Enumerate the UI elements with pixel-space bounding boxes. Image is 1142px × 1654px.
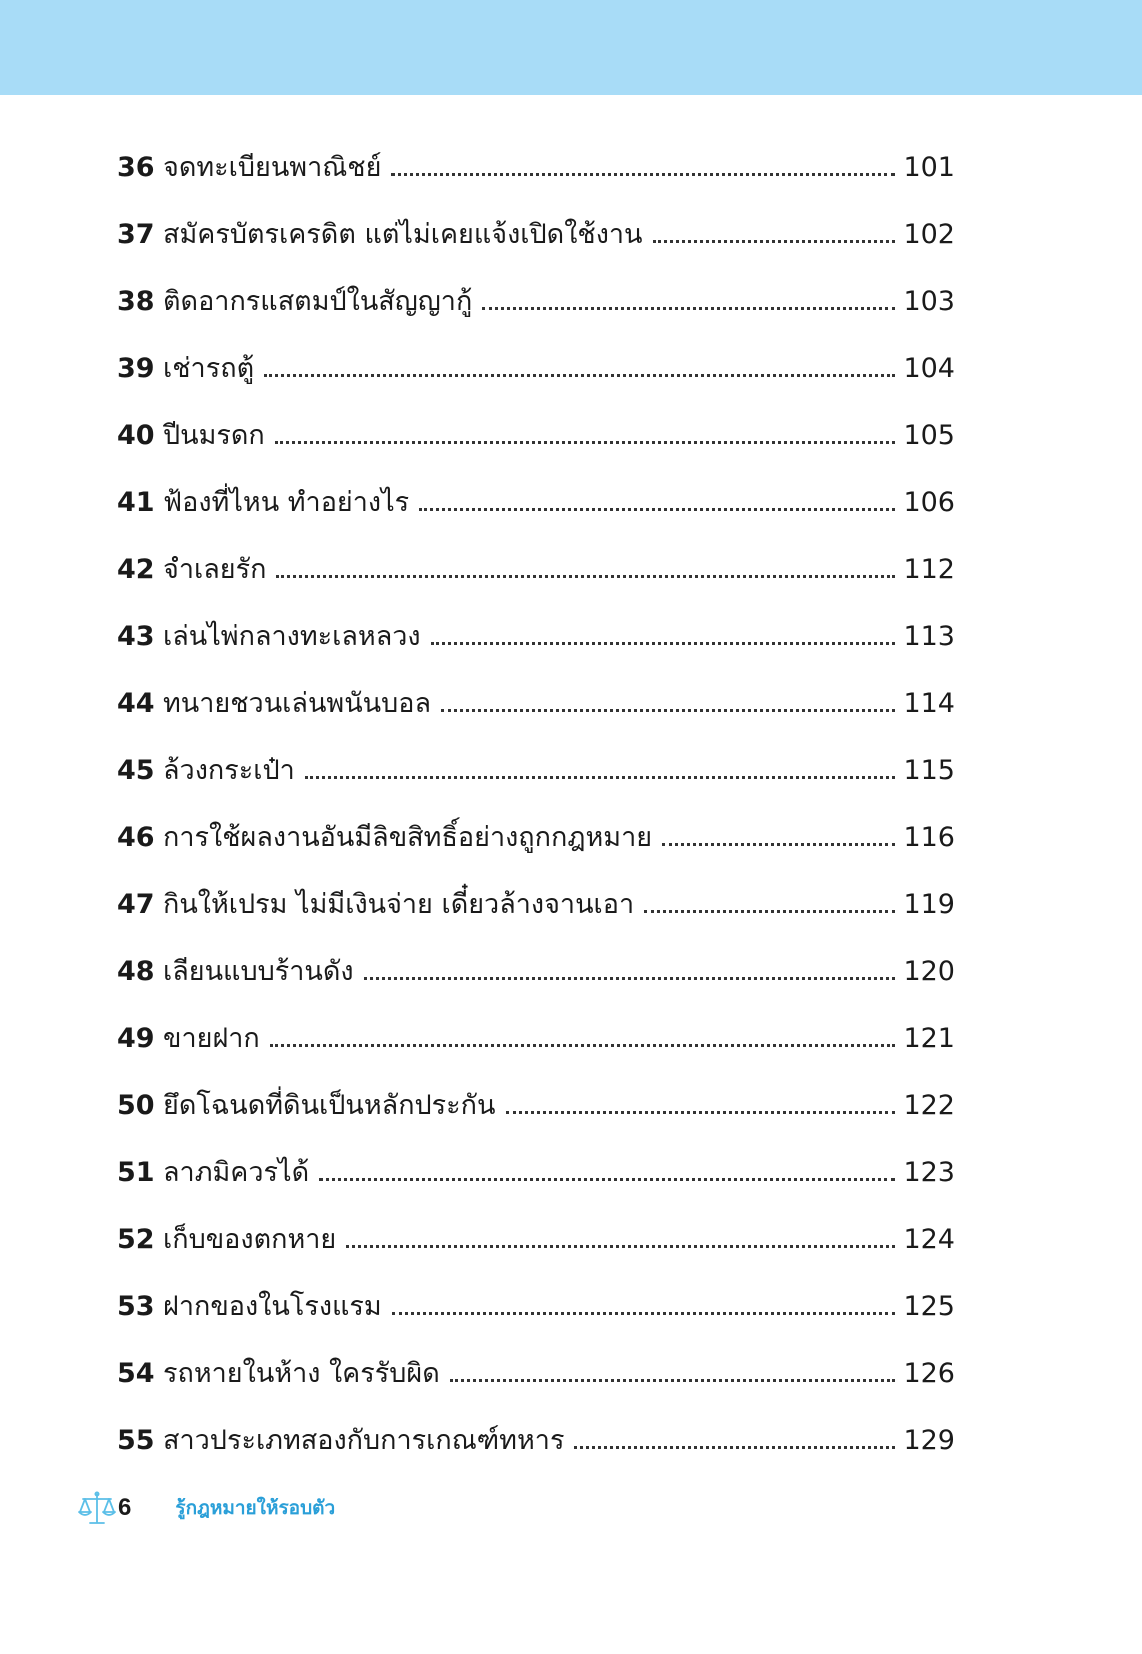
toc-entry-title: เล่นไพ่กลางทะเลหลวง — [163, 621, 421, 652]
toc-entry-page: 126 — [903, 1358, 955, 1389]
toc-dot-leader — [653, 240, 896, 243]
book-title: รู้กฎหมายให้รอบตัว — [175, 1497, 336, 1519]
toc-dot-leader — [419, 508, 895, 511]
scales-icon — [78, 1490, 116, 1526]
toc-entry[interactable] — [117, 134, 955, 201]
page-footer — [78, 1488, 335, 1528]
toc-entry-page: 113 — [903, 621, 955, 652]
toc-entry-title: เก็บของตกหาย — [163, 1224, 337, 1255]
toc-dot-leader — [482, 307, 895, 310]
toc-entry-title: ขายฝาก — [163, 1023, 260, 1054]
toc-dot-leader — [391, 173, 895, 176]
toc-dot-leader — [441, 709, 895, 712]
toc-entry-number: 39 — [117, 353, 155, 384]
toc-entry-title: ปีนมรดก — [163, 420, 265, 451]
toc-entry[interactable] — [117, 1340, 955, 1407]
toc-entry[interactable] — [117, 335, 955, 402]
toc-entry-title: เลียนแบบร้านดัง — [163, 956, 354, 987]
toc-entry[interactable] — [117, 268, 955, 335]
toc-entry-number: 49 — [117, 1023, 155, 1054]
toc-entry-title: ฝากของในโรงแรม — [163, 1291, 382, 1322]
toc-entry-page: 116 — [903, 822, 955, 853]
toc-dot-leader — [305, 776, 896, 779]
toc-dot-leader — [319, 1178, 895, 1181]
toc-entry-number: 52 — [117, 1224, 155, 1255]
toc-entry-title: จดทะเบียนพาณิชย์ — [163, 152, 382, 183]
toc-entry[interactable] — [117, 536, 955, 603]
toc-dot-leader — [364, 977, 896, 980]
toc-entry-title: จำเลยรัก — [163, 554, 267, 585]
page-number: 6 — [118, 1494, 132, 1521]
toc-entry[interactable] — [117, 938, 955, 1005]
toc-entry-title: การใช้ผลงานอันมีลิขสิทธิ์อย่างถูกกฎหมาย — [163, 822, 653, 853]
toc-entry-page: 121 — [903, 1023, 955, 1054]
toc-entry-page: 104 — [903, 353, 955, 384]
toc-entry-number: 48 — [117, 956, 155, 987]
toc-entry[interactable] — [117, 603, 955, 670]
toc-entry-title: สมัครบัตรเครดิต แต่ไม่เคยแจ้งเปิดใช้งาน — [163, 219, 643, 250]
toc-entry-title: ทนายชวนเล่นพนันบอล — [163, 688, 432, 719]
toc-dot-leader — [270, 1044, 896, 1047]
toc-entry-number: 46 — [117, 822, 155, 853]
toc-entry-title: ลาภมิควรได้ — [163, 1157, 310, 1188]
toc-entry[interactable] — [117, 871, 955, 938]
toc-entry-number: 42 — [117, 554, 155, 585]
toc-entry-number: 36 — [117, 152, 155, 183]
toc-entry-page: 119 — [903, 889, 955, 920]
toc-entry-page: 112 — [903, 554, 955, 585]
toc-entry-page: 125 — [903, 1291, 955, 1322]
toc-entry-page: 105 — [903, 420, 955, 451]
toc-entry-number: 41 — [117, 487, 155, 518]
toc-entry-title: ยึดโฉนดที่ดินเป็นหลักประกัน — [163, 1090, 496, 1121]
toc-entry-number: 51 — [117, 1157, 155, 1188]
toc-entry-page: 124 — [903, 1224, 955, 1255]
toc-dot-leader — [644, 910, 895, 913]
toc-entry[interactable] — [117, 1005, 955, 1072]
toc-entry[interactable] — [117, 1206, 955, 1273]
toc-entry[interactable] — [117, 804, 955, 871]
toc-entry-number: 45 — [117, 755, 155, 786]
toc-entry-title: ฟ้องที่ไหน ทำอย่างไร — [163, 487, 410, 518]
table-of-contents — [117, 134, 955, 1474]
toc-entry-number: 53 — [117, 1291, 155, 1322]
toc-dot-leader — [431, 642, 896, 645]
toc-entry-page: 106 — [903, 487, 955, 518]
toc-entry-page: 115 — [903, 755, 955, 786]
header-band — [0, 0, 1142, 95]
toc-dot-leader — [275, 441, 896, 444]
toc-entry[interactable] — [117, 1407, 955, 1474]
toc-entry-number: 44 — [117, 688, 155, 719]
toc-entry[interactable] — [117, 402, 955, 469]
toc-entry-title: สาวประเภทสองกับการเกณฑ์ทหาร — [163, 1425, 565, 1456]
toc-dot-leader — [662, 843, 895, 846]
toc-entry-number: 37 — [117, 219, 155, 250]
toc-entry[interactable] — [117, 201, 955, 268]
toc-entry-number: 38 — [117, 286, 155, 317]
toc-entry[interactable] — [117, 469, 955, 536]
toc-entry[interactable] — [117, 1072, 955, 1139]
toc-entry-title: ติดอากรแสตมป์ในสัญญากู้ — [163, 286, 473, 317]
toc-entry-page: 114 — [903, 688, 955, 719]
toc-entry-title: กินให้เปรม ไม่มีเงินจ่าย เดี๋ยวล้างจานเอา — [163, 889, 635, 920]
toc-dot-leader — [450, 1379, 896, 1382]
toc-dot-leader — [346, 1245, 895, 1248]
toc-entry[interactable] — [117, 1273, 955, 1340]
toc-entry-number: 47 — [117, 889, 155, 920]
toc-entry-title: รถหายในห้าง ใครรับผิด — [163, 1358, 440, 1389]
toc-entry-page: 123 — [903, 1157, 955, 1188]
toc-entry-title: เช่ารถตู้ — [163, 353, 255, 384]
toc-dot-leader — [276, 575, 895, 578]
toc-dot-leader — [574, 1446, 895, 1449]
toc-entry-title: ล้วงกระเป๋า — [163, 755, 295, 786]
toc-entry-page: 122 — [903, 1090, 955, 1121]
toc-entry[interactable] — [117, 737, 955, 804]
toc-entry-number: 55 — [117, 1425, 155, 1456]
toc-entry-number: 40 — [117, 420, 155, 451]
toc-entry[interactable] — [117, 1139, 955, 1206]
toc-dot-leader — [264, 374, 895, 377]
toc-entry-page: 102 — [903, 219, 955, 250]
toc-entry-page: 129 — [903, 1425, 955, 1456]
toc-entry-number: 50 — [117, 1090, 155, 1121]
toc-dot-leader — [392, 1312, 896, 1315]
toc-entry-page: 101 — [903, 152, 955, 183]
toc-entry[interactable] — [117, 670, 955, 737]
toc-entry-number: 43 — [117, 621, 155, 652]
toc-entry-page: 120 — [903, 956, 955, 987]
toc-dot-leader — [506, 1111, 896, 1114]
toc-entry-page: 103 — [903, 286, 955, 317]
toc-entry-number: 54 — [117, 1358, 155, 1389]
